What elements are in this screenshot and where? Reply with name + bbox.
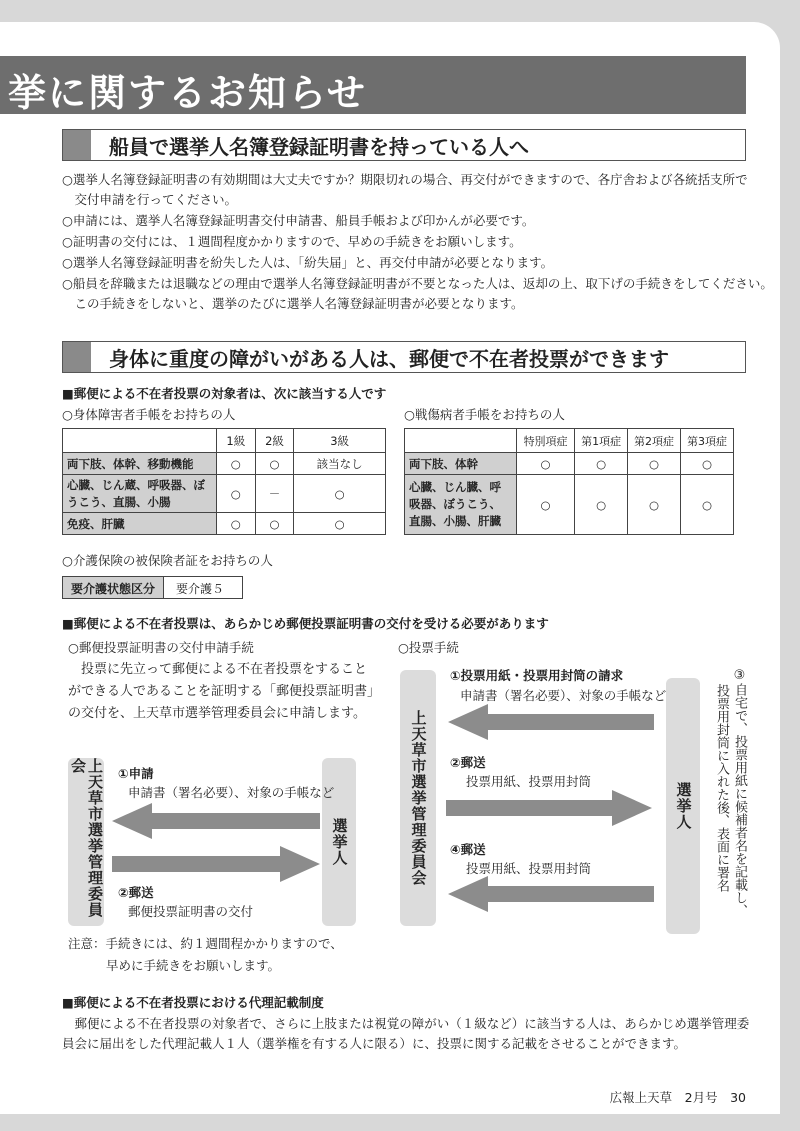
- right-step1-text: 申請書（署名必要）、対象の手帳など: [460, 688, 667, 703]
- left-step1-text: 申請書（署名必要）、対象の手帳など: [128, 785, 335, 800]
- left-flow-body: 投票に先立って郵便による不在者投票をすること: [68, 662, 368, 677]
- right-flow-caption: ○投票手続: [398, 640, 459, 655]
- left-flow-body: ができる人であることを証明する「郵便投票証明書」: [68, 684, 381, 699]
- arrow-left-icon: [448, 704, 654, 740]
- subheading-proxy: ■郵便による不在者投票における代理記載制度: [62, 995, 324, 1010]
- table-header-cell: 1級: [217, 429, 256, 453]
- right-step3-line1: ③自宅で、投票用紙に候補者名を記載し、: [732, 668, 747, 917]
- table-row-label: 免疫、肝臓: [63, 513, 217, 535]
- right-step4-text: 投票用紙、投票用封筒: [466, 861, 592, 876]
- right-step1-title: ①投票用紙・投票用封筒の請求: [450, 668, 624, 683]
- table-cell: ○: [517, 453, 575, 475]
- table-header-cell: 第1項症: [575, 429, 628, 453]
- election-committee-box: 上天草市選挙管理委員会: [400, 670, 436, 926]
- section1-line: ○船員を辞職または退職などの理由で選挙人名簿登録証明書が不要となった人は、返却の上、取下げの手続きをしてください。: [62, 276, 773, 291]
- right-step4-title: ④郵送: [450, 842, 486, 857]
- section1-line: この手続きをしないと、選挙のたびに選挙人名簿登録証明書が必要となります。: [62, 296, 524, 311]
- election-committee-box: 上天草市選挙管理委員会: [68, 758, 104, 926]
- table-cell: ○: [217, 453, 256, 475]
- section1-line: ○申請には、選挙人名簿登録証明書交付申請書、船員手帳および印かんが必要です。: [62, 213, 535, 228]
- section1-heading-text: 船員で選挙人名簿登録証明書を持っている人へ: [109, 134, 529, 159]
- page-footer: 広報上天草 2月号 30: [609, 1090, 746, 1105]
- table-cell: ○: [517, 475, 575, 535]
- left-note-line2: 早めに手続きをお願いします。: [106, 958, 281, 973]
- table-cell: ○: [294, 475, 386, 513]
- table2-caption: ○戦傷病者手帳をお持ちの人: [404, 407, 565, 422]
- section1-line: ○選挙人名簿登録証明書を紛失した人は、「紛失届」と、再交付申請が必要となります。: [62, 255, 554, 270]
- table-cell: ○: [255, 513, 294, 535]
- arrow-left-icon: [448, 876, 654, 912]
- table-header-cell: 第3項症: [681, 429, 734, 453]
- arrow-right-icon: [112, 846, 320, 882]
- table-header-cell: [405, 429, 517, 453]
- table-cell: ○: [575, 453, 628, 475]
- arrow-left-icon: [112, 803, 320, 839]
- left-flow-body: の交付を、上天草市選挙管理委員会に申請します。: [68, 706, 366, 721]
- table-header-cell: 特別項症: [517, 429, 575, 453]
- page-title: 挙に関するお知らせ: [8, 71, 367, 115]
- war-injury-table: [404, 428, 734, 535]
- table-row-label: 両下肢、体幹: [405, 453, 517, 475]
- table-cell: 該当なし: [294, 453, 386, 475]
- table1-caption: ○身体障害者手帳をお持ちの人: [62, 407, 236, 422]
- heading-marker: [63, 130, 91, 160]
- table-cell: ○: [575, 475, 628, 535]
- proxy-line: 員会に届出をした代理記載人１人（選挙権を有する人に限る）に、投票に関する記載をさせることができます。: [62, 1036, 687, 1051]
- page-title-bar: [0, 56, 746, 114]
- subheading-eligibility: ■郵便による不在者投票の対象者は、次に該当する人です: [62, 386, 387, 401]
- left-step1-title: ①申請: [118, 766, 154, 781]
- right-step3-line2: 投票用封筒に入れた後、表面に署名: [714, 684, 729, 892]
- left-step2-text: 郵便投票証明書の交付: [128, 904, 254, 919]
- table-cell: ○: [681, 475, 734, 535]
- table-cell: －: [255, 475, 294, 513]
- section1-line: 交付申請を行ってください。: [62, 192, 238, 207]
- table-cell: ○: [217, 475, 256, 513]
- section1-line: ○証明書の交付には、１週間程度かかりますので、早めの手続きをお願いします。: [62, 234, 522, 249]
- table-cell: ○: [294, 513, 386, 535]
- table-header-cell: 3級: [294, 429, 386, 453]
- section2-heading: [62, 341, 746, 373]
- table-row-label: 両下肢、体幹、移動機能: [63, 453, 217, 475]
- left-note-line1: 注意：手続きには、約１週間程かかりますので、: [68, 936, 343, 951]
- proxy-line: 郵便による不在者投票の対象者で、さらに上肢または視覚の障がい（１級など）に該当する人は、あらかじめ選挙管理委: [62, 1016, 750, 1031]
- care-level-value: 要介護５: [176, 582, 225, 596]
- table-row-label: 心臓、じん臓、呼吸器、ぼうこう、直腸、小腸、肝臓: [405, 475, 517, 535]
- care-caption: ○介護保険の被保険者証をお持ちの人: [62, 553, 273, 568]
- table-cell: ○: [217, 513, 256, 535]
- section1-heading: [62, 129, 746, 161]
- disability-table: [62, 428, 386, 535]
- right-step2-text: 投票用紙、投票用封筒: [466, 774, 592, 789]
- table-cell: ○: [255, 453, 294, 475]
- care-level-key: 要介護状態区分: [63, 577, 164, 598]
- table-cell: ○: [628, 475, 681, 535]
- arrow-right-icon: [446, 790, 652, 826]
- care-level-box: [62, 576, 243, 599]
- table-row-label: 心臓、じん蔵、呼吸器、ぼうこう、直腸、小腸: [63, 475, 217, 513]
- heading-marker: [63, 342, 91, 372]
- right-step2-title: ②郵送: [450, 755, 486, 770]
- left-step2-title: ②郵送: [118, 885, 154, 900]
- voter-box: 選挙人: [666, 678, 700, 934]
- table-cell: ○: [681, 453, 734, 475]
- table-header-cell: 第2項症: [628, 429, 681, 453]
- subheading-certificate: ■郵便による不在者投票は、あらかじめ郵便投票証明書の交付を受ける必要があります: [62, 616, 549, 631]
- left-flow-caption: ○郵便投票証明書の交付申請手続: [68, 640, 254, 655]
- voter-box: 選挙人: [322, 758, 356, 926]
- table-cell: ○: [628, 453, 681, 475]
- section1-line: ○選挙人名簿登録証明書の有効期間は大丈夫ですか？期限切れの場合、再交付ができますので、各庁舎および各統括支所で: [62, 172, 748, 187]
- table-header-cell: [63, 429, 217, 453]
- table-header-cell: 2級: [255, 429, 294, 453]
- section2-heading-text: 身体に重度の障がいがある人は、郵便で不在者投票ができます: [109, 346, 669, 371]
